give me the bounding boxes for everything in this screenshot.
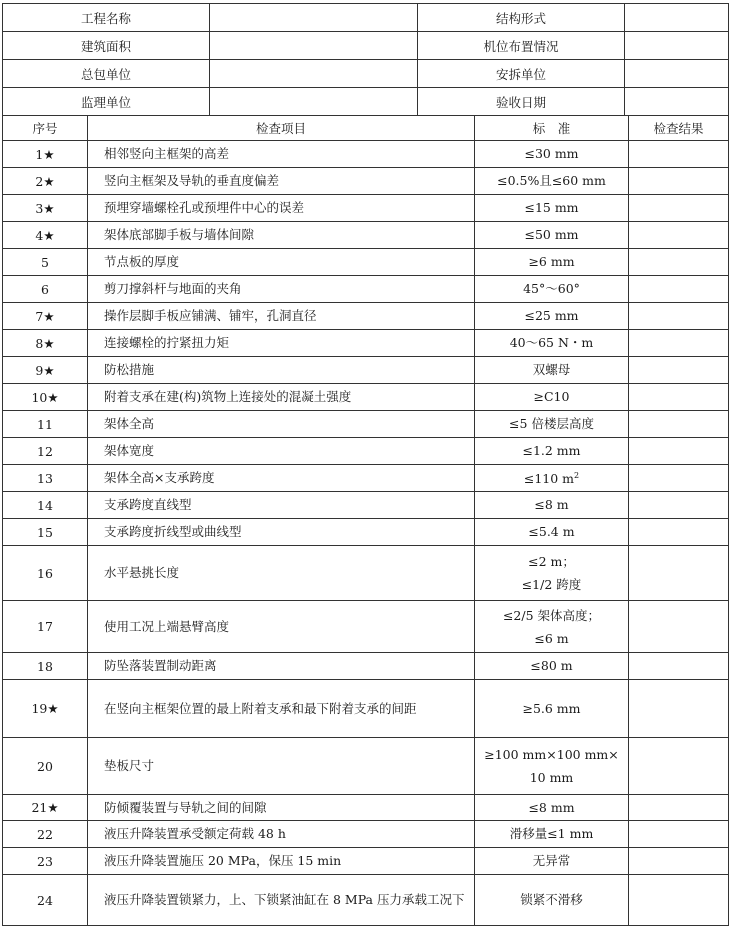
row-standard — [475, 465, 629, 492]
info-value-general-contractor[interactable] — [210, 60, 418, 88]
row-seq: 7★ — [3, 303, 88, 330]
header-result: 检查结果 — [629, 116, 729, 141]
standard-line-1: ≥100 mm×100 mm× — [484, 747, 619, 762]
row-seq: 11 — [3, 411, 88, 438]
row-standard: ≤5 倍楼层高度 — [475, 411, 629, 438]
row-seq: 22 — [3, 821, 88, 848]
row-item: 液压升降装置锁紧力，上、下锁紧油缸在 8 MPa 压力承载工况下 — [88, 875, 475, 926]
acceptance-form — [2, 3, 728, 926]
row-standard: ≤50 mm — [475, 222, 629, 249]
row-result[interactable] — [629, 303, 729, 330]
row-standard: ≤8 m — [475, 492, 629, 519]
row-seq: 14 — [3, 492, 88, 519]
row-seq: 13 — [3, 465, 88, 492]
row-seq: 4★ — [3, 222, 88, 249]
standard-line-2: 10 mm — [529, 770, 574, 785]
header-standard: 标 准 — [475, 116, 629, 141]
row-item: 垫板尺寸 — [88, 738, 475, 795]
table-row — [3, 411, 729, 438]
row-item: 节点板的厚度 — [88, 249, 475, 276]
row-standard: ≤30 mm — [475, 141, 629, 168]
info-label-unit-layout: 机位布置情况 — [418, 32, 625, 60]
row-standard: ≤25 mm — [475, 303, 629, 330]
table-row — [3, 848, 729, 875]
row-seq: 16 — [3, 546, 88, 601]
info-label-installer: 安拆单位 — [418, 60, 625, 88]
inspection-table — [2, 115, 729, 926]
row-item: 防倾覆装置与导轨之间的间隙 — [88, 795, 475, 821]
row-standard: 45°～60° — [475, 276, 629, 303]
table-row — [3, 384, 729, 411]
row-standard: 双螺母 — [475, 357, 629, 384]
row-standard: ≤80 m — [475, 653, 629, 680]
table-row — [3, 653, 729, 680]
row-standard: ≥6 mm — [475, 249, 629, 276]
row-standard: ≤15 mm — [475, 195, 629, 222]
table-row — [3, 330, 729, 357]
row-result[interactable] — [629, 249, 729, 276]
row-item: 附着支承在建(构)筑物上连接处的混凝土强度 — [88, 384, 475, 411]
row-seq: 12 — [3, 438, 88, 465]
row-result[interactable] — [629, 738, 729, 795]
row-standard: ≤8 mm — [475, 795, 629, 821]
row-result[interactable] — [629, 848, 729, 875]
row-seq: 9★ — [3, 357, 88, 384]
row-result[interactable] — [629, 546, 729, 601]
row-seq: 24 — [3, 875, 88, 926]
row-item: 防松措施 — [88, 357, 475, 384]
row-result[interactable] — [629, 195, 729, 222]
table-row — [3, 357, 729, 384]
row-item: 水平悬挑长度 — [88, 546, 475, 601]
info-label-structure-type: 结构形式 — [418, 4, 625, 32]
row-item: 支承跨度折线型或曲线型 — [88, 519, 475, 546]
standard-line-2: ≤6 m — [534, 630, 569, 646]
row-result[interactable] — [629, 168, 729, 195]
row-result[interactable] — [629, 438, 729, 465]
row-item: 液压升降装置施压 20 MPa，保压 15 min — [88, 848, 475, 875]
table-row — [3, 601, 729, 653]
table-row — [3, 546, 729, 601]
info-value-installer[interactable] — [625, 60, 729, 88]
row-seq: 1★ — [3, 141, 88, 168]
row-standard: ≤0.5%且≤60 mm — [475, 168, 629, 195]
row-result[interactable] — [629, 601, 729, 653]
row-standard: ≥C10 — [475, 384, 629, 411]
row-seq: 5 — [3, 249, 88, 276]
table-row — [3, 249, 729, 276]
row-result[interactable] — [629, 519, 729, 546]
info-row — [3, 88, 729, 116]
row-item: 架体宽度 — [88, 438, 475, 465]
row-result[interactable] — [629, 821, 729, 848]
row-seq: 15 — [3, 519, 88, 546]
row-standard — [475, 738, 629, 795]
row-standard: 滑移量≤1 mm — [475, 821, 629, 848]
info-label-general-contractor: 总包单位 — [3, 60, 210, 88]
row-item: 液压升降装置承受额定荷载 48 h — [88, 821, 475, 848]
row-item: 在竖向主框架位置的最上附着支承和最下附着支承的间距 — [88, 680, 475, 738]
row-item: 剪刀撑斜杆与地面的夹角 — [88, 276, 475, 303]
row-item: 架体全高×支承跨度 — [88, 465, 475, 492]
row-seq: 8★ — [3, 330, 88, 357]
row-result[interactable] — [629, 222, 729, 249]
row-result[interactable] — [629, 795, 729, 821]
table-row — [3, 195, 729, 222]
standard-line-2: ≤1/2 跨度 — [521, 577, 582, 592]
row-item: 架体底部脚手板与墙体间隙 — [88, 222, 475, 249]
row-seq: 18 — [3, 653, 88, 680]
inspection-header-row — [3, 116, 729, 141]
info-value-acceptance-date[interactable] — [625, 88, 729, 116]
row-standard: 无异常 — [475, 848, 629, 875]
row-item: 防坠落装置制动距离 — [88, 653, 475, 680]
standard-line-1: ≤2/5 架体高度； — [502, 607, 601, 623]
row-result[interactable] — [629, 357, 729, 384]
row-standard: 锁紧不滑移 — [475, 875, 629, 926]
row-standard: ≤1.2 mm — [475, 438, 629, 465]
info-label-acceptance-date: 验收日期 — [418, 88, 625, 116]
row-result[interactable] — [629, 141, 729, 168]
info-value-building-area[interactable] — [210, 32, 418, 60]
table-row — [3, 465, 729, 492]
info-value-supervisor[interactable] — [210, 88, 418, 116]
row-item: 连接螺栓的拧紧扭力矩 — [88, 330, 475, 357]
standard-line-1: ≤2 m； — [528, 554, 575, 569]
table-row — [3, 680, 729, 738]
info-value-structure-type[interactable] — [625, 4, 729, 32]
row-result[interactable] — [629, 276, 729, 303]
row-standard: ≤5.4 m — [475, 519, 629, 546]
row-result[interactable] — [629, 465, 729, 492]
info-row — [3, 60, 729, 88]
row-seq: 6 — [3, 276, 88, 303]
table-row — [3, 276, 729, 303]
standard-base: ≤110 m — [523, 471, 575, 487]
row-standard: ≥5.6 mm — [475, 680, 629, 738]
table-row — [3, 875, 729, 926]
row-item: 预埋穿墙螺栓孔或预埋件中心的误差 — [88, 195, 475, 222]
table-row — [3, 795, 729, 821]
row-item: 使用工况上端悬臂高度 — [88, 601, 475, 653]
row-result[interactable] — [629, 875, 729, 926]
row-seq: 10★ — [3, 384, 88, 411]
row-seq: 20 — [3, 738, 88, 795]
table-row — [3, 168, 729, 195]
info-row — [3, 32, 729, 60]
row-seq: 19★ — [3, 680, 88, 738]
row-seq: 17 — [3, 601, 88, 653]
table-row — [3, 303, 729, 330]
table-row — [3, 519, 729, 546]
standard-superscript: 2 — [574, 471, 580, 481]
row-item: 支承跨度直线型 — [88, 492, 475, 519]
header-seq: 序号 — [3, 116, 88, 141]
table-row — [3, 492, 729, 519]
row-result[interactable] — [629, 330, 729, 357]
row-item: 竖向主框架及导轨的垂直度偏差 — [88, 168, 475, 195]
header-item: 检查项目 — [88, 116, 475, 141]
row-standard — [475, 601, 629, 653]
row-result[interactable] — [629, 411, 729, 438]
table-row — [3, 438, 729, 465]
info-value-unit-layout[interactable] — [625, 32, 729, 60]
table-row — [3, 821, 729, 848]
row-seq: 23 — [3, 848, 88, 875]
row-result[interactable] — [629, 492, 729, 519]
row-result[interactable] — [629, 680, 729, 738]
row-standard — [475, 546, 629, 601]
row-standard: 40～65 N・m — [475, 330, 629, 357]
table-row — [3, 141, 729, 168]
info-row — [3, 4, 729, 32]
row-item: 操作层脚手板应铺满、铺牢，孔洞直径 — [88, 303, 475, 330]
project-info-table — [2, 3, 729, 116]
row-result[interactable] — [629, 653, 729, 680]
info-label-supervisor: 监理单位 — [3, 88, 210, 116]
info-value-project-name[interactable] — [210, 4, 418, 32]
row-result[interactable] — [629, 384, 729, 411]
info-label-building-area: 建筑面积 — [3, 32, 210, 60]
table-row — [3, 222, 729, 249]
info-label-project-name: 工程名称 — [3, 4, 210, 32]
row-seq: 21★ — [3, 795, 88, 821]
row-seq: 3★ — [3, 195, 88, 222]
row-item: 架体全高 — [88, 411, 475, 438]
table-row — [3, 738, 729, 795]
row-seq: 2★ — [3, 168, 88, 195]
row-item: 相邻竖向主框架的高差 — [88, 141, 475, 168]
